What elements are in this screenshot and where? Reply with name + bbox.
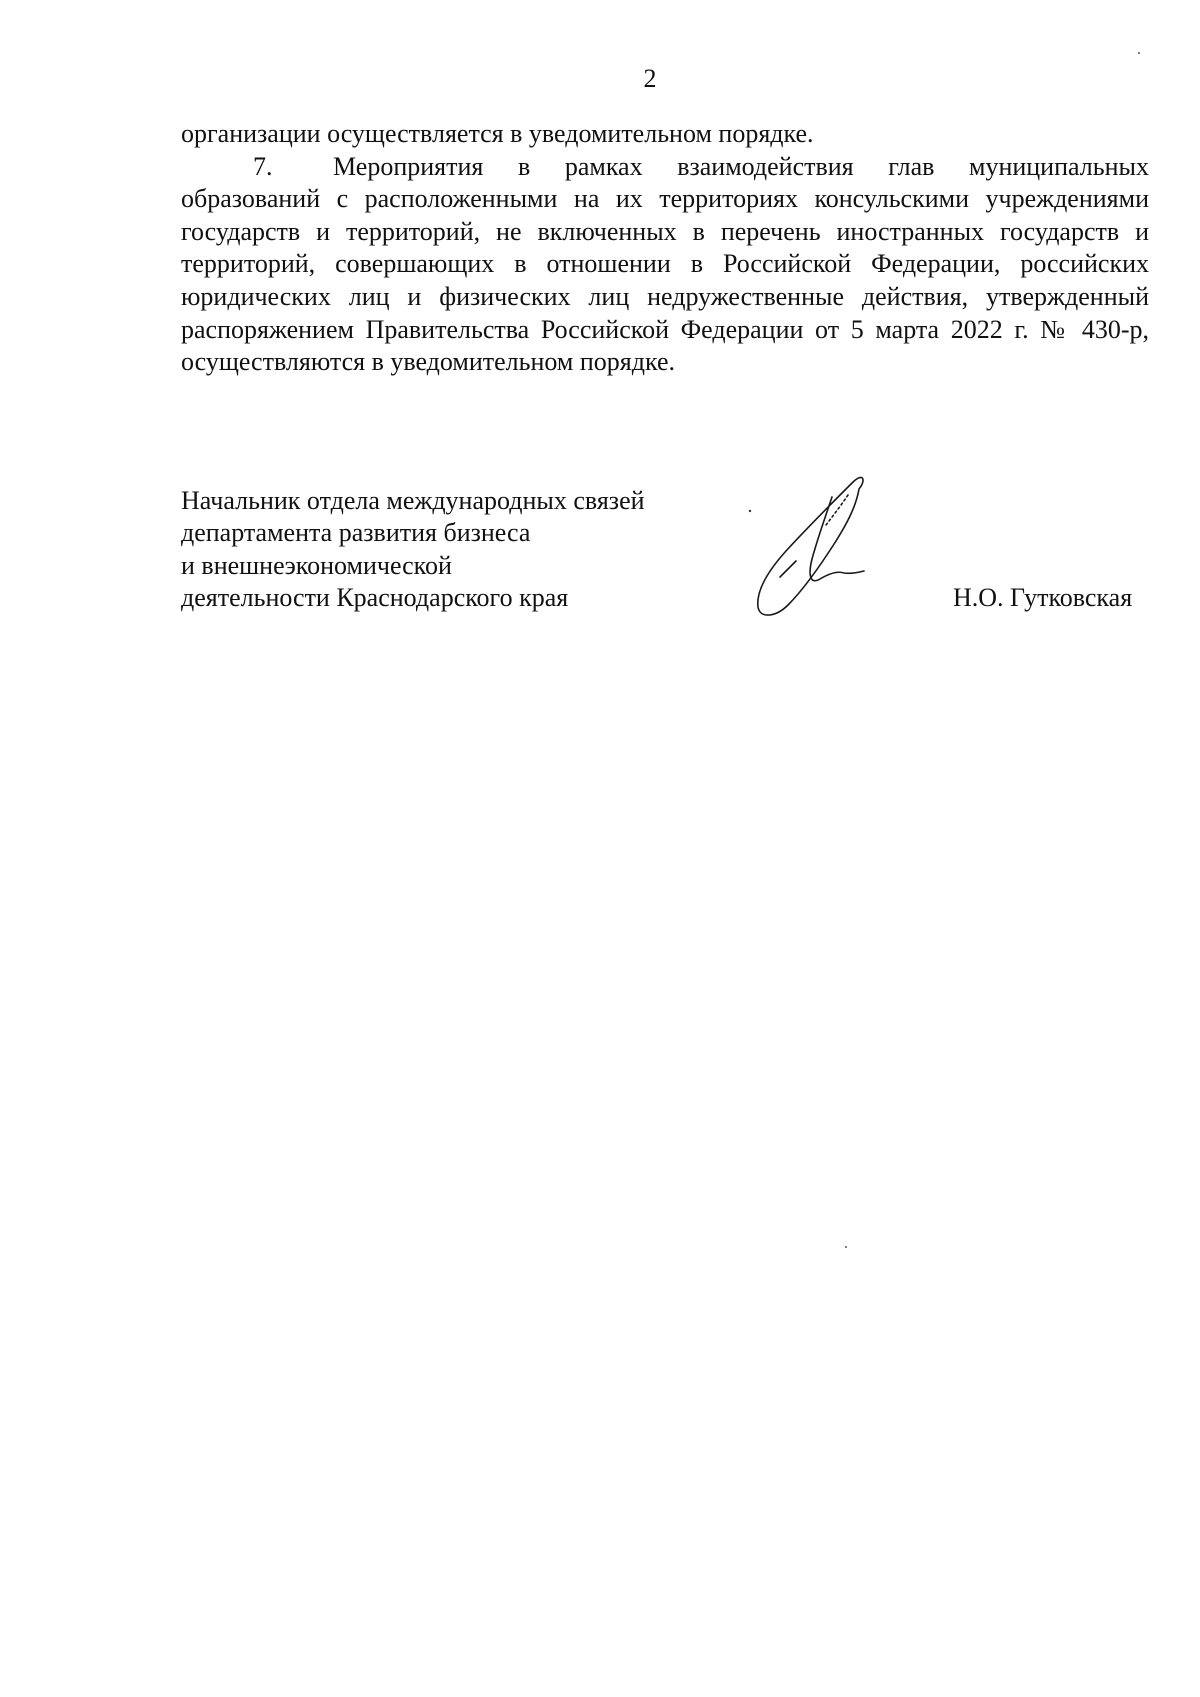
page-number: 2 [643, 64, 657, 93]
paragraph-number: 7. [253, 151, 273, 181]
signer-position-line: и внешнеэкономической [181, 550, 452, 580]
paragraph-text: Мероприятия в рамках взаимодействия глав муниципальных образований с расположенными на их территориях консульскими учреждениями государств и территорий, не включенных в перечень иностранных государств и территорий, совершающих в отношении в Российской Федерации, российских юридических лиц и физических лиц недружественные действия, утвержденный распоряжением Правительства Российской Федерации от 5 марта 2022 г. № 430-р, осуществляются в уведомительном порядке. [181, 151, 1149, 377]
document-body [181, 118, 1149, 379]
signer-position-line: деятельности Краснодарского края [181, 583, 569, 613]
signer-position-line: департамента развития бизнеса [181, 518, 531, 548]
handwritten-signature-icon [726, 467, 876, 627]
scan-artifact [1138, 52, 1140, 54]
paragraph-7 [181, 151, 1149, 379]
signer-name: Н.О. Гутковская [953, 583, 1133, 612]
scan-artifact [845, 1246, 847, 1248]
continuation-text: организации осуществляется в уведомительном порядке. [181, 119, 814, 148]
signer-position-line: Начальник отдела международных связей [181, 486, 645, 515]
signature-block [181, 485, 1149, 635]
signer-position [181, 485, 645, 615]
